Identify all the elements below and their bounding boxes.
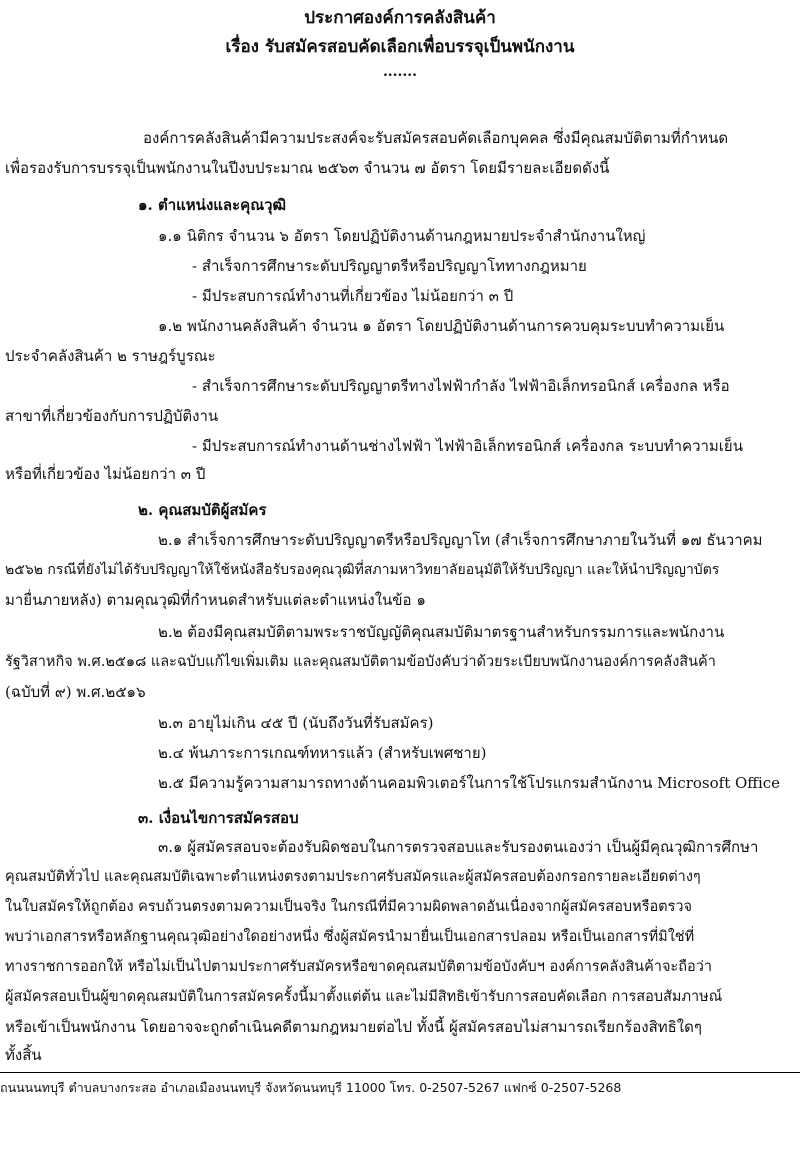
- section-heading-positions: ๑. ตำแหน่งและคุณวุฒิ: [138, 196, 287, 214]
- condition-item-continued: หรือเข้าเป็นพนักงาน โดยอาจจะถูกดำเนินคดีตามกฎหมายต่อไป ทั้งนี้ ผู้สมัครสอบไม่สามารถเรียกร้องสิทธิใดๆ: [5, 1018, 702, 1036]
- applicant-qualification-continued: รัฐวิสาหกิจ พ.ศ.๒๕๑๘ และฉบับแก้ไขเพิ่มเติม และคุณสมบัติตามข้อบังคับว่าด้วยระเบียบพนักงานองค์การคลังสินค้า: [5, 654, 716, 670]
- qualification-item: - สำเร็จการศึกษาระดับปริญญาตรีทางไฟฟ้ากำลัง ไฟฟ้าอิเล็กทรอนิกส์ เครื่องกล หรือ: [192, 377, 730, 395]
- announcement-subject: เรื่อง รับสมัครสอบคัดเลือกเพื่อบรรจุเป็นพนักงาน: [225, 37, 575, 57]
- condition-item: ๓.๑ ผู้สมัครสอบจะต้องรับผิดชอบในการตรวจสอบและรับรองตนเองว่า เป็นผู้มีคุณวุฒิการศึกษา: [158, 838, 759, 856]
- position-item: ๑.๑ นิติกร จำนวน ๖ อัตรา โดยปฏิบัติงานด้านกฎหมายประจำสำนักงานใหญ่: [158, 227, 646, 245]
- condition-item-continued: ทั้งสิ้น: [5, 1046, 42, 1064]
- condition-item-continued: ผู้สมัครสอบเป็นผู้ขาดคุณสมบัติในการสมัครครั้งนี้มาตั้งแต่ต้น และไม่มีสิทธิเข้ารับการสอบคัดเลือก การสอบสัมภาษณ์: [5, 989, 723, 1005]
- announcement-title: ประกาศองค์การคลังสินค้า: [304, 8, 496, 28]
- applicant-qualification-continued: ๒๕๖๒ กรณีที่ยังไม่ได้รับปริญญาให้ใช้หนังสือรับรองคุณวุฒิที่สภามหาวิทยาลัยอนุมัติให้รับปริญญา และให้นำปริญญาบัตร: [5, 562, 720, 578]
- applicant-qualification-item: ๒.๔ พ้นภาระการเกณฑ์ทหารแล้ว (สำหรับเพศชาย): [158, 744, 487, 762]
- intro-line: เพื่อรองรับการบรรจุเป็นพนักงานในปีงบประมาณ ๒๕๖๓ จำนวน ๗ อัตรา โดยมีรายละเอียดดังนี้: [5, 159, 610, 177]
- position-item-continued: ประจำคลังสินค้า ๒ ราษฎร์บูรณะ: [5, 347, 216, 365]
- condition-item-continued: ทางราชการออกให้ หรือไม่เป็นไปตามประกาศรับสมัครหรือขาดคุณสมบัติตามข้อบังคับฯ องค์การคลังสินค้าจะถือว่า: [5, 959, 712, 975]
- qualification-item-continued: หรือที่เกี่ยวข้อง ไม่น้อยกว่า ๓ ปี: [5, 465, 206, 483]
- position-item: ๑.๒ พนักงานคลังสินค้า จำนวน ๑ อัตรา โดยปฏิบัติงานด้านการควบคุมระบบทำความเย็น: [158, 317, 725, 335]
- title-separator: .......: [382, 64, 418, 80]
- footer-divider: [0, 1072, 800, 1073]
- qualification-item: - มีประสบการณ์ทำงานด้านช่างไฟฟ้า ไฟฟ้าอิเล็กทรอนิกส์ เครื่องกล ระบบทำความเย็น: [192, 437, 743, 455]
- section-heading-applicant-qualifications: ๒. คุณสมบัติผู้สมัคร: [138, 501, 267, 519]
- qualification-item-continued: สาขาที่เกี่ยวข้องกับการปฏิบัติงาน: [5, 407, 219, 425]
- qualification-item: - สำเร็จการศึกษาระดับปริญญาตรีหรือปริญญาโททางกฎหมาย: [192, 257, 587, 275]
- section-heading-application-conditions: ๓. เงื่อนไขการสมัครสอบ: [138, 809, 299, 827]
- intro-line: องค์การคลังสินค้ามีความประสงค์จะรับสมัครสอบคัดเลือกบุคคล ซึ่งมีคุณสมบัติตามที่กำหนด: [143, 129, 729, 147]
- applicant-qualification-continued: (ฉบับที่ ๙) พ.ศ.๒๕๑๖: [5, 683, 146, 701]
- applicant-qualification-item: ๒.๒ ต้องมีคุณสมบัติตามพระราชบัญญัติคุณสมบัติมาตรฐานสำหรับกรรมการและพนักงาน: [158, 623, 725, 641]
- applicant-qualification-continued: มายื่นภายหลัง) ตามคุณวุฒิที่กำหนดสำหรับแต่ละตำแหน่งในข้อ ๑: [5, 591, 426, 609]
- applicant-qualification-item: ๒.๑ สำเร็จการศึกษาระดับปริญญาตรีหรือปริญญาโท (สำเร็จการศึกษาภายในวันที่ ๑๗ ธันวาคม: [158, 531, 763, 549]
- condition-item-continued: พบว่าเอกสารหรือหลักฐานคุณวุฒิอย่างใดอย่างหนึ่ง ซึ่งผู้สมัครนำมายื่นเป็นเอกสารปลอม หรือเป็นเอกสารที่มิใช่ที่: [5, 929, 695, 945]
- footer-address: ถนนนนทบุรี ตำบลบางกระสอ อำเภอเมืองนนทบุรี จังหวัดนนทบุรี 11000 โทร. 0-2507-5267 แฟกซ์ 0-2507-5268: [0, 1080, 622, 1095]
- applicant-qualification-item: ๒.๕ มีความรู้ความสามารถทางด้านคอมพิวเตอร์ในการใช้โปรแกรมสำนักงาน Microsoft Office: [158, 774, 781, 792]
- qualification-item: - มีประสบการณ์ทำงานที่เกี่ยวข้อง ไม่น้อยกว่า ๓ ปี: [192, 287, 514, 305]
- condition-item-continued: คุณสมบัติทั่วไป และคุณสมบัติเฉพาะตำแหน่งตรงตามประกาศรับสมัครและผู้สมัครสอบต้องกรอกรายละเอียดต่างๆ: [5, 869, 701, 885]
- applicant-qualification-item: ๒.๓ อายุไม่เกิน ๔๕ ปี (นับถึงวันที่รับสมัคร): [158, 714, 434, 732]
- condition-item-continued: ในใบสมัครให้ถูกต้อง ครบถ้วนตรงตามความเป็นจริง ในกรณีที่มีความผิดพลาดอันเนื่องจากผู้สมัครสอบหรือตรวจ: [5, 899, 693, 915]
